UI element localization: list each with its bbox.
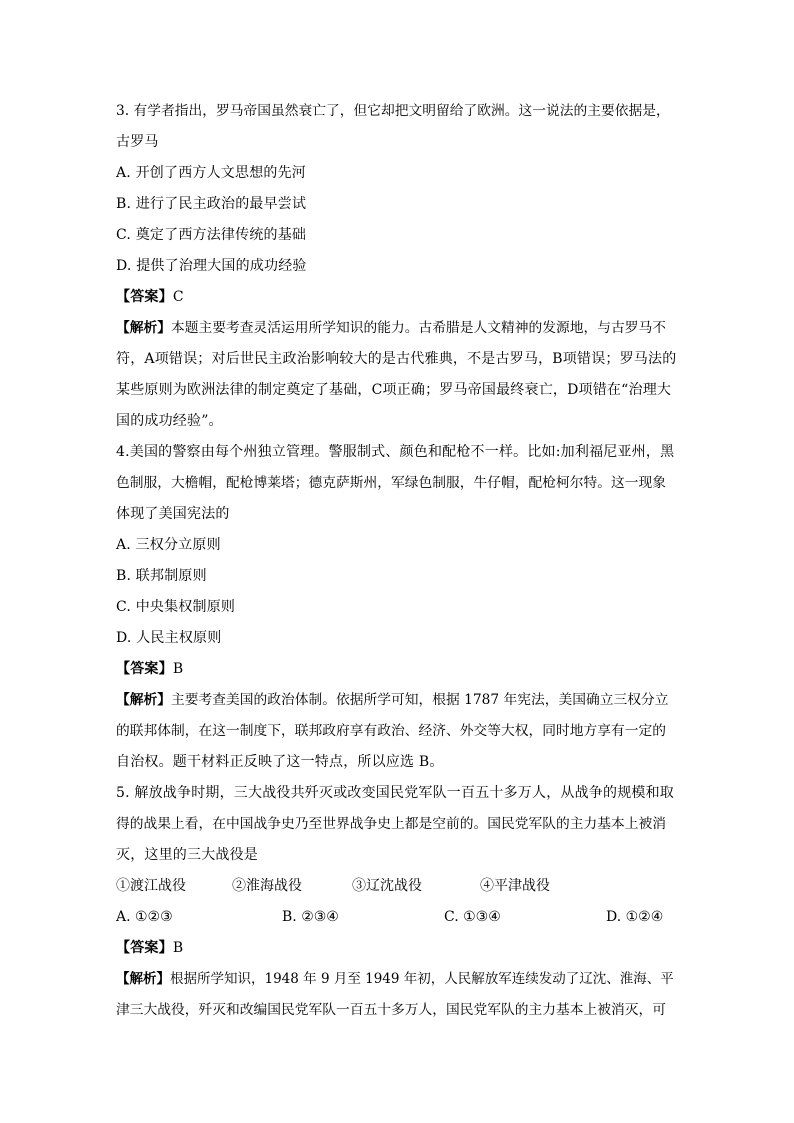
option-d: D. 人民主权原则	[116, 630, 222, 646]
analysis-label: 【解析】	[116, 971, 170, 987]
question-stem: 5. 解放战争时期，三大战役共歼灭或改变国民党军队一百五十多万人，从战争的规模和取	[116, 785, 675, 801]
answer-line	[116, 654, 678, 685]
option-b: B. 进行了民主政治的最早尝试	[116, 196, 307, 212]
analysis-text: 某些原则为欧洲法律的制定奠定了基础，C项正确；罗马帝国最终衰亡，D项错在“治理大	[116, 382, 672, 398]
battle-item: ④平津战役	[480, 878, 550, 894]
analysis-text: 的联邦体制，在这一制度下，联邦政府享有政治、经济、外交等大权，同时地方享有一定的	[116, 723, 667, 739]
option-c: C. 奠定了西方法律传统的基础	[116, 227, 307, 243]
question-stem: 体现了美国宪法的	[116, 506, 230, 522]
analysis-label: 【解析】	[116, 320, 172, 336]
analysis-text: 主要考查美国的政治体制。依据所学可知，根据 1787 年宪法，美国确立三权分立	[171, 692, 669, 708]
question-stem: 古罗马	[116, 134, 159, 150]
option-b: B. ②③④	[282, 909, 339, 925]
analysis-text: 津三大战役，歼灭和改编国民党军队一百五十多万人，国民党军队的主力基本上被消灭，可	[116, 1002, 667, 1018]
options-row	[116, 902, 678, 933]
answer-value: B	[172, 661, 184, 677]
option-a: A. 三权分立原则	[116, 537, 221, 553]
battle-items-row	[116, 871, 678, 902]
option-c: C. ①③④	[444, 909, 501, 925]
analysis-text: 国的成功经验”。	[116, 413, 223, 429]
analysis-text: 符，A项错误；对后世民主政治影响较大的是古代雅典，不是古罗马，B项错误；罗马法的	[116, 351, 677, 367]
battle-item: ③辽沈战役	[352, 878, 422, 894]
analysis-label: 【解析】	[116, 692, 172, 708]
answer-label: 【答案】	[116, 661, 173, 677]
analysis-line	[116, 964, 678, 995]
question-stem: 灭，这里的三大战役是	[116, 847, 258, 863]
option-d: D. ①②④	[606, 909, 664, 925]
question-4	[116, 437, 678, 778]
battle-item: ②淮海战役	[232, 878, 302, 894]
answer-label: 【答案】	[116, 289, 173, 305]
analysis-line	[116, 685, 678, 716]
battle-item: ①渡江战役	[116, 878, 186, 894]
question-5	[116, 778, 678, 1026]
question-stem: 3. 有学者指出，罗马帝国虽然衰亡了，但它却把文明留给了欧洲。这一说法的主要依据是，	[116, 103, 670, 119]
question-stem: 4.美国的警察由每个州独立管理。警服制式、颜色和配枪不一样。比如:加利福尼亚州，黑	[116, 444, 675, 460]
question-3	[116, 96, 678, 437]
answer-line	[116, 933, 678, 964]
analysis-text: 本题主要考查灵活运用所学知识的能力。古希腊是人文精神的发源地，与古罗马不	[171, 320, 667, 336]
question-stem: 得的战果上看，在中国战争史乃至世界战争史上都是空前的。国民党军队的主力基本上被消	[116, 816, 667, 832]
analysis-text: 根据所学知识，1948 年 9 月至 1949 年初，人民解放军连续发动了辽沈、淮海、平	[170, 971, 674, 987]
option-d: D. 提供了治理大国的成功经验	[116, 258, 307, 274]
answer-value: B	[172, 940, 184, 956]
analysis-line	[116, 313, 678, 344]
option-a: A. 开创了西方人文思想的先河	[116, 165, 307, 181]
option-a: A. ①②③	[116, 909, 173, 925]
option-c: C. 中央集权制原则	[116, 599, 236, 615]
document-page	[116, 96, 678, 1026]
answer-label: 【答案】	[116, 940, 173, 956]
analysis-text: 自治权。题干材料正反映了这一特点，所以应选 B。	[116, 754, 444, 770]
answer-line	[116, 282, 678, 313]
answer-value: C	[172, 289, 184, 305]
question-stem: 色制服，大檐帽，配枪博莱塔；德克萨斯州，军绿色制服，牛仔帽，配枪柯尔特。这一现象	[116, 475, 667, 491]
option-b: B. 联邦制原则	[116, 568, 207, 584]
